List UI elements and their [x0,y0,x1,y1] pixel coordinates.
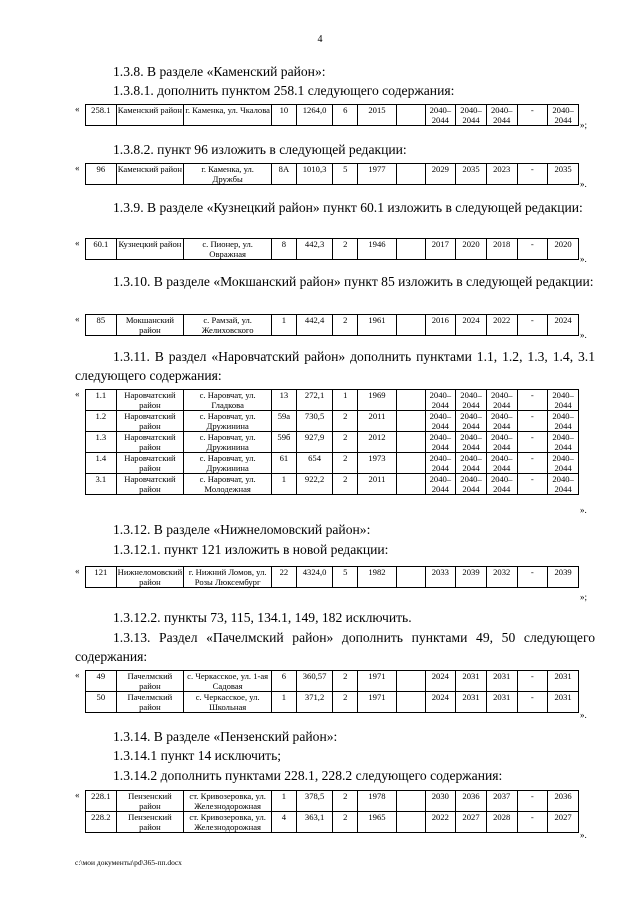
cell-period-4: - [517,239,548,260]
cell-address: с. Наровчат, ул. Дружинина [184,453,272,474]
cell-floors: 5 [333,164,358,185]
cell-blank [396,671,425,692]
cell-area: 272,1 [296,390,333,411]
cell-period-5: 2027 [548,812,579,833]
cell-address: с. Наровчат, ул. Дружинина [184,411,272,432]
cell-floors: 2 [333,432,358,453]
cell-floors: 5 [333,567,358,588]
cell-period-1: 2022 [425,812,456,833]
cell-period-1: 2040–2044 [425,432,456,453]
cell-period-4: - [517,474,548,495]
cell-period-4: - [517,432,548,453]
cell-blank [396,812,425,833]
cell-period-1: 2030 [425,791,456,812]
cell-period-1: 2040–2044 [425,105,456,126]
cell-number: 121 [86,567,117,588]
cell-district: Пензенский район [116,791,184,812]
cell-area: 363,1 [296,812,333,833]
table-row [86,239,579,260]
cell-address: г. Каменка, ул. Дружбы [184,164,272,185]
cell-year: 1946 [358,239,397,260]
cell-period-3: 2018 [486,239,517,260]
table-row [86,812,579,833]
cell-address: с. Черкасское, ул. Школьная [184,692,272,713]
cell-period-4: - [517,411,548,432]
cell-address: с. Наровчат, ул. Дружинина [184,432,272,453]
cell-period-2: 2020 [456,239,487,260]
table-row [86,432,579,453]
cell-area: 378,5 [296,791,333,812]
cell-district: Наровчатский район [116,411,184,432]
cell-house: 1 [272,791,297,812]
cell-floors: 2 [333,692,358,713]
table-row [86,791,579,812]
cell-year: 1969 [358,390,397,411]
cell-period-1: 2024 [425,692,456,713]
cell-floors: 2 [333,453,358,474]
para-1-3-8-1: 1.3.8.1. дополнить пунктом 258.1 следующего содержания: [113,83,455,98]
para-1-3-11: 1.3.11. В раздел «Наровчатский район» дополнить пунктами 1.1, 1.2, 1.3, 1.4, 3.1 следующего содержания: [75,349,595,383]
cell-address: г. Нижний Ломов, ул. Розы Люксембург [184,567,272,588]
para-1-3-14: 1.3.14. В разделе «Пензенский район»: [113,729,338,744]
table-kamenka-96 [85,163,579,185]
cell-address: ст. Кривозеровка, ул. Железнодорожная [184,812,272,833]
cell-period-3: 2040–2044 [486,105,517,126]
cell-district: Каменский район [116,164,184,185]
cell-blank [396,791,425,812]
cell-period-5: 2024 [548,315,579,336]
page-number: 4 [317,34,323,45]
para-1-3-9: 1.3.9. В разделе «Кузнецкий район» пункт 60.1 изложить в следующей редакции: [113,200,583,215]
cell-period-3: 2040–2044 [486,390,517,411]
table-row [86,411,579,432]
cell-floors: 2 [333,411,358,432]
cell-period-5: 2040–2044 [548,432,579,453]
cell-period-2: 2024 [456,315,487,336]
cell-period-5: 2040–2044 [548,105,579,126]
cell-address: с. Пионер, ул. Овражная [184,239,272,260]
cell-house: 8 [272,239,297,260]
cell-number: 96 [86,164,117,185]
para-1-3-14-2: 1.3.14.2 дополнить пунктами 228.1, 228.2 следующего содержания: [113,768,503,783]
cell-period-2: 2031 [456,671,487,692]
para-1-3-12-1: 1.3.12.1. пункт 121 изложить в новой редакции: [113,542,389,557]
cell-period-1: 2017 [425,239,456,260]
cell-blank [396,453,425,474]
cell-period-4: - [517,692,548,713]
table-row [86,164,579,185]
cell-area: 654 [296,453,333,474]
cell-period-2: 2031 [456,692,487,713]
table-narovchat [85,389,579,495]
cell-area: 371,2 [296,692,333,713]
cell-house: 61 [272,453,297,474]
cell-house: 59а [272,411,297,432]
para-1-3-12: 1.3.12. В разделе «Нижнеломовский район»: [113,522,371,537]
cell-blank [396,390,425,411]
cell-house: 4 [272,812,297,833]
open-quote: « [75,314,80,324]
cell-district: Мокшанский район [116,315,184,336]
cell-period-3: 2037 [486,791,517,812]
cell-year: 1961 [358,315,397,336]
cell-year: 2012 [358,432,397,453]
cell-period-2: 2040–2044 [456,474,487,495]
cell-blank [396,474,425,495]
cell-area: 927,9 [296,432,333,453]
para-1-3-8: 1.3.8. В разделе «Каменский район»: [113,64,326,79]
cell-number: 49 [86,671,117,692]
cell-period-1: 2033 [425,567,456,588]
cell-house: 22 [272,567,297,588]
cell-house: 6 [272,671,297,692]
cell-period-4: - [517,315,548,336]
cell-period-2: 2040–2044 [456,105,487,126]
cell-address: с. Рамзай, ул. Желиховского [184,315,272,336]
cell-year: 2011 [358,474,397,495]
cell-house: 8А [272,164,297,185]
cell-period-2: 2040–2044 [456,411,487,432]
file-path-footer: c:\мои документы\pd\365-пп.docx [75,858,182,867]
table-pachelma [85,670,579,713]
table-kamenka-258 [85,104,579,126]
cell-number: 1.4 [86,453,117,474]
cell-year: 1982 [358,567,397,588]
cell-period-2: 2040–2044 [456,453,487,474]
cell-blank [396,432,425,453]
cell-period-4: - [517,164,548,185]
cell-period-4: - [517,453,548,474]
cell-period-3: 2032 [486,567,517,588]
cell-period-3: 2040–2044 [486,432,517,453]
cell-year: 2011 [358,411,397,432]
cell-area: 922,2 [296,474,333,495]
cell-period-5: 2040–2044 [548,411,579,432]
cell-area: 4324,0 [296,567,333,588]
cell-blank [396,164,425,185]
cell-house: 1 [272,474,297,495]
close-quote: »; [580,592,588,602]
table-row [86,105,579,126]
close-quote: ». [580,505,587,515]
cell-house: 1 [272,692,297,713]
cell-period-4: - [517,671,548,692]
cell-district: Пачелмский район [116,671,184,692]
cell-period-5: 2040–2044 [548,390,579,411]
cell-period-1: 2024 [425,671,456,692]
cell-year: 2015 [358,105,397,126]
cell-area: 442,3 [296,239,333,260]
open-quote: « [75,163,80,173]
cell-house: 1 [272,315,297,336]
cell-period-2: 2040–2044 [456,390,487,411]
cell-address: г. Каменка, ул. Чкалова [184,105,272,126]
cell-floors: 2 [333,315,358,336]
cell-number: 228.1 [86,791,117,812]
cell-year: 1965 [358,812,397,833]
cell-district: Кузнецкий район [116,239,184,260]
cell-number: 258.1 [86,105,117,126]
cell-period-2: 2027 [456,812,487,833]
table-row [86,453,579,474]
table-row [86,390,579,411]
table-penza [85,790,579,833]
cell-period-4: - [517,567,548,588]
open-quote: « [75,104,80,114]
table-row [86,315,579,336]
cell-house: 59б [272,432,297,453]
cell-area: 1264,0 [296,105,333,126]
cell-period-3: 2040–2044 [486,474,517,495]
cell-period-3: 2023 [486,164,517,185]
table-kuznetsk [85,238,579,260]
table-mokshan [85,314,579,336]
open-quote: « [75,790,80,800]
cell-period-1: 2016 [425,315,456,336]
table-row [86,671,579,692]
para-1-3-13: 1.3.13. Раздел «Пачелмский район» дополнить пунктами 49, 50 следующего содержания: [75,630,595,664]
table-nizhnelomov [85,566,579,588]
cell-number: 1.2 [86,411,117,432]
cell-blank [396,692,425,713]
cell-period-5: 2040–2044 [548,474,579,495]
cell-period-5: 2031 [548,692,579,713]
cell-blank [396,239,425,260]
cell-district: Наровчатский район [116,390,184,411]
cell-blank [396,411,425,432]
cell-period-3: 2040–2044 [486,453,517,474]
cell-period-1: 2040–2044 [425,474,456,495]
table-row [86,474,579,495]
cell-house: 10 [272,105,297,126]
cell-period-5: 2031 [548,671,579,692]
cell-floors: 2 [333,671,358,692]
cell-period-5: 2035 [548,164,579,185]
open-quote: « [75,566,80,576]
cell-period-5: 2020 [548,239,579,260]
close-quote: ». [580,830,587,840]
cell-address: с. Наровчат, ул. Гладкова [184,390,272,411]
open-quote: « [75,238,80,248]
cell-period-5: 2036 [548,791,579,812]
cell-year: 1978 [358,791,397,812]
cell-period-1: 2040–2044 [425,390,456,411]
cell-year: 1973 [358,453,397,474]
cell-address: с. Черкасское, ул. 1-ая Садовая [184,671,272,692]
cell-period-5: 2040–2044 [548,453,579,474]
cell-floors: 2 [333,791,358,812]
close-quote: ». [580,254,587,264]
cell-period-2: 2039 [456,567,487,588]
cell-period-3: 2040–2044 [486,411,517,432]
cell-district: Пензенский район [116,812,184,833]
cell-year: 1971 [358,692,397,713]
close-quote: ». [580,330,587,340]
cell-year: 1971 [358,671,397,692]
cell-number: 50 [86,692,117,713]
para-1-3-12-2: 1.3.12.2. пункты 73, 115, 134.1, 149, 182 исключить. [113,610,412,625]
cell-area: 442,4 [296,315,333,336]
para-1-3-8-2: 1.3.8.2. пункт 96 изложить в следующей редакции: [113,142,407,157]
cell-floors: 6 [333,105,358,126]
cell-period-3: 2022 [486,315,517,336]
cell-number: 60.1 [86,239,117,260]
cell-area: 1010,3 [296,164,333,185]
cell-district: Наровчатский район [116,474,184,495]
open-quote: « [75,389,80,399]
cell-year: 1977 [358,164,397,185]
cell-period-4: - [517,105,548,126]
cell-period-3: 2031 [486,671,517,692]
cell-area: 360,57 [296,671,333,692]
cell-period-3: 2031 [486,692,517,713]
cell-period-1: 2040–2044 [425,411,456,432]
cell-floors: 2 [333,239,358,260]
cell-address: ст. Кривозеровка, ул. Железнодорожная [184,791,272,812]
para-1-3-10: 1.3.10. В разделе «Мокшанский район» пункт 85 изложить в следующей редакции: [113,274,594,289]
cell-period-5: 2039 [548,567,579,588]
cell-number: 1.3 [86,432,117,453]
cell-blank [396,315,425,336]
cell-number: 3.1 [86,474,117,495]
close-quote: »; [580,120,588,130]
cell-district: Наровчатский район [116,453,184,474]
cell-blank [396,567,425,588]
cell-period-2: 2040–2044 [456,432,487,453]
cell-area: 730,5 [296,411,333,432]
cell-house: 13 [272,390,297,411]
cell-period-2: 2035 [456,164,487,185]
cell-period-2: 2036 [456,791,487,812]
cell-district: Каменский район [116,105,184,126]
cell-period-4: - [517,812,548,833]
cell-period-4: - [517,791,548,812]
close-quote: ». [580,179,587,189]
cell-number: 1.1 [86,390,117,411]
cell-blank [396,105,425,126]
table-row [86,567,579,588]
cell-district: Нижнеломовский район [117,567,183,587]
cell-district: Пачелмский район [116,692,184,713]
cell-number: 228.2 [86,812,117,833]
table-row [86,692,579,713]
cell-floors: 2 [333,474,358,495]
para-1-3-14-1: 1.3.14.1 пункт 14 исключить; [113,748,282,763]
cell-number: 85 [86,315,117,336]
cell-address: с. Наровчат, ул. Молодежная [184,474,272,495]
cell-floors: 1 [333,390,358,411]
cell-period-3: 2028 [486,812,517,833]
cell-period-1: 2029 [425,164,456,185]
cell-period-4: - [517,390,548,411]
cell-floors: 2 [333,812,358,833]
open-quote: « [75,670,80,680]
cell-period-1: 2040–2044 [425,453,456,474]
cell-district: Наровчатский район [116,432,184,453]
close-quote: ». [580,710,587,720]
